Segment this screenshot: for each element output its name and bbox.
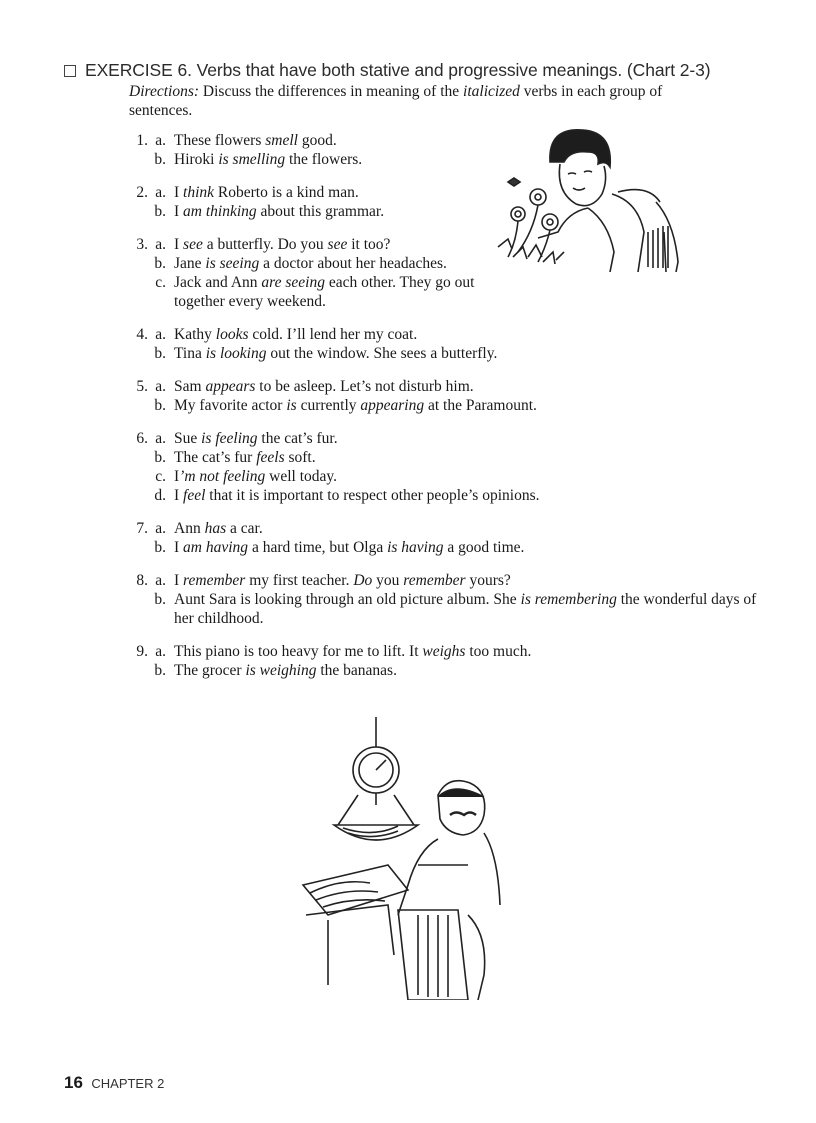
- sentence-text: My favorite actor is currently appearing at the Paramount.: [174, 397, 537, 414]
- group-number: [128, 661, 148, 680]
- directions-italic-word: italicized: [463, 83, 520, 100]
- page-footer: [64, 1073, 164, 1093]
- group-number: [128, 344, 148, 363]
- group-number: 9.: [136, 643, 148, 660]
- sentence-text: I remember my first teacher. Do you remember yours?: [174, 572, 511, 589]
- item-letter: a.: [155, 378, 166, 395]
- sentence-group: [128, 642, 768, 680]
- person-smelling-flowers-illustration: [488, 122, 688, 272]
- sentence-item: [128, 396, 768, 415]
- sentence-text: I am having a hard time, but Olga is having a good time.: [174, 539, 525, 556]
- group-number: [128, 254, 148, 273]
- item-letter: b.: [154, 662, 166, 679]
- item-letter: b.: [154, 203, 166, 220]
- group-number: 5.: [136, 378, 148, 395]
- item-letter: d.: [154, 487, 166, 504]
- item-letter: a.: [155, 572, 166, 589]
- group-number: [128, 202, 148, 221]
- item-letter: b.: [154, 151, 166, 168]
- sentence-text: Ann has a car.: [174, 520, 263, 537]
- item-letter: a.: [155, 326, 166, 343]
- exercise-title: EXERCISE 6. Verbs that have both stative and progressive meanings. (Chart 2-3): [85, 60, 711, 80]
- sentence-text: I feel that it is important to respect other people’s opinions.: [174, 487, 540, 504]
- group-number: [128, 486, 148, 505]
- sentence-group: [128, 519, 768, 557]
- sentence-item: [128, 325, 768, 344]
- sentence-item: [128, 538, 768, 557]
- item-letter: b.: [154, 255, 166, 272]
- sentence-text: I’m not feeling well today.: [174, 468, 338, 485]
- sentence-text: Tina is looking out the window. She sees a butterfly.: [174, 345, 498, 362]
- sentence-group: [128, 571, 768, 628]
- group-number: [128, 448, 148, 467]
- group-number: 2.: [136, 184, 148, 201]
- sentence-item: [128, 571, 768, 590]
- sentence-group: [128, 429, 768, 505]
- exercise-header: [64, 60, 710, 81]
- sentence-text: Hiroki is smelling the flowers.: [174, 151, 363, 168]
- item-letter: a.: [155, 184, 166, 201]
- sentence-item: [128, 467, 768, 486]
- directions-text-2: verbs in each group of sentences.: [129, 83, 663, 119]
- sentence-item: [128, 661, 768, 680]
- sentence-item: [128, 377, 768, 396]
- sentence-item: [128, 429, 768, 448]
- sentence-text: The grocer is weighing the bananas.: [174, 662, 397, 679]
- sentence-text: Sam appears to be asleep. Let’s not disturb him.: [174, 378, 474, 395]
- item-letter: b.: [154, 539, 166, 556]
- group-number: 4.: [136, 326, 148, 343]
- item-letter: b.: [154, 591, 166, 608]
- sentence-item: [128, 448, 768, 467]
- sentence-text: Jack and Ann are seeing each other. They go out together every weekend.: [174, 274, 475, 310]
- group-number: 1.: [136, 132, 148, 149]
- sentence-item: [128, 519, 768, 538]
- group-number: 3.: [136, 236, 148, 253]
- item-letter: b.: [154, 345, 166, 362]
- directions-text-1: Discuss the differences in meaning of the: [199, 83, 464, 100]
- sentence-group: [128, 377, 768, 415]
- group-number: [128, 150, 148, 169]
- sentence-text: I think Roberto is a kind man.: [174, 184, 359, 201]
- item-letter: a.: [155, 520, 166, 537]
- sentence-item: [128, 344, 768, 363]
- sentence-item: [128, 590, 768, 628]
- item-letter: a.: [155, 643, 166, 660]
- group-number: [128, 396, 148, 415]
- sentence-text: Aunt Sara is looking through an old picture album. She is remembering the wonderful days of her childhood.: [174, 591, 757, 627]
- sentence-text: The cat’s fur feels soft.: [174, 449, 316, 466]
- sentence-item: [128, 642, 768, 661]
- directions-label: Directions:: [129, 83, 200, 100]
- item-letter: b.: [154, 397, 166, 414]
- sentence-group: [128, 325, 768, 363]
- item-letter: a.: [155, 430, 166, 447]
- group-number: [128, 273, 148, 311]
- sentence-text: Kathy looks cold. I’ll lend her my coat.: [174, 326, 418, 343]
- item-letter: a.: [155, 132, 166, 149]
- group-number: [128, 590, 148, 628]
- directions: [129, 82, 729, 120]
- chapter-label: CHAPTER 2: [91, 1076, 165, 1091]
- sentence-item: [128, 486, 768, 505]
- grocer-weighing-bananas-illustration: [298, 715, 508, 1000]
- item-letter: a.: [155, 236, 166, 253]
- sentence-text: These flowers smell good.: [174, 132, 337, 149]
- sentence-text: I see a butterfly. Do you see it too?: [174, 236, 391, 253]
- group-number: 7.: [136, 520, 148, 537]
- item-letter: c.: [155, 468, 166, 485]
- group-number: 6.: [136, 430, 148, 447]
- group-number: 8.: [136, 572, 148, 589]
- group-number: [128, 538, 148, 557]
- page-number: 16: [64, 1073, 83, 1092]
- sentence-text: Sue is feeling the cat’s fur.: [174, 430, 338, 447]
- exercise-checkbox[interactable]: [64, 65, 76, 77]
- sentence-item: [128, 273, 768, 311]
- sentence-text: I am thinking about this grammar.: [174, 203, 385, 220]
- sentence-text: This piano is too heavy for me to lift. It weighs too much.: [174, 643, 532, 660]
- item-letter: b.: [154, 449, 166, 466]
- sentence-text: Jane is seeing a doctor about her headaches.: [174, 255, 447, 272]
- group-number: [128, 467, 148, 486]
- item-letter: c.: [155, 274, 166, 291]
